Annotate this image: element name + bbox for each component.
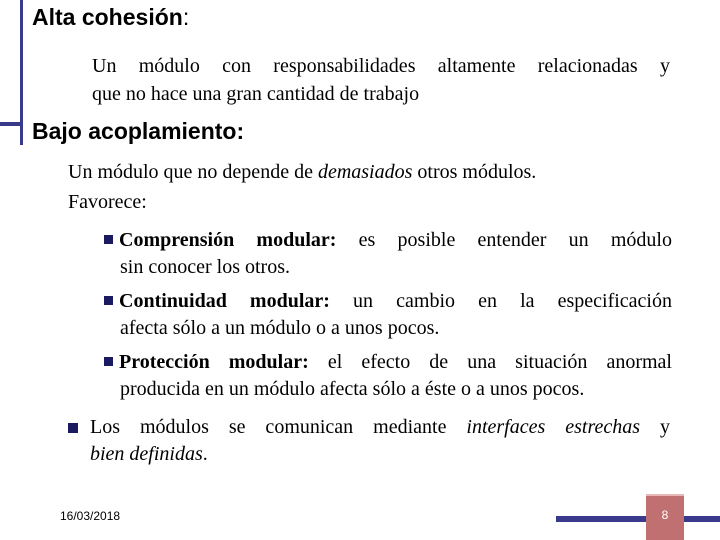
square-bullet-icon bbox=[104, 296, 113, 305]
footer-bar bbox=[556, 516, 720, 522]
body-line1: Un módulo que no depende de demasiados otros módulos. bbox=[68, 161, 537, 183]
square-bullet-icon bbox=[68, 423, 78, 433]
list-item-continuidad: Continuidad modular: un cambio en la especificación bbox=[104, 288, 672, 314]
para1-line1: Un módulo con responsabilidades altamente relacionadas y bbox=[92, 55, 670, 77]
footer-date: 16/03/2018 bbox=[60, 509, 121, 523]
heading-alta-cohesion: Alta cohesión: bbox=[32, 4, 190, 30]
list-item-proteccion-cont: producida en un módulo afecta sólo a éste o a unos pocos. bbox=[120, 378, 585, 400]
decor-horizontal-line bbox=[0, 122, 20, 126]
favorece-label: Favorece: bbox=[68, 191, 147, 213]
list-item-comprension-cont: sin conocer los otros. bbox=[120, 256, 290, 278]
last-item: Los módulos se comunican mediante interfaces estrechas y bbox=[90, 416, 670, 438]
list-item-proteccion: Protección modular: el efecto de una situación anormal bbox=[104, 349, 672, 375]
last-item-cont: bien definidas. bbox=[90, 443, 208, 465]
square-bullet-icon bbox=[104, 235, 113, 244]
list-item-comprension: Comprensión modular: es posible entender un módulo bbox=[104, 227, 672, 253]
square-bullet-icon bbox=[104, 357, 113, 366]
list-item-continuidad-cont: afecta sólo a un módulo o a unos pocos. bbox=[120, 317, 440, 339]
page-number: 8 bbox=[661, 508, 669, 522]
para1-line2: que no hace una gran cantidad de trabajo bbox=[92, 83, 420, 105]
decor-vertical-line bbox=[20, 0, 23, 145]
heading-bajo-acoplamiento: Bajo acoplamiento: bbox=[32, 118, 245, 144]
